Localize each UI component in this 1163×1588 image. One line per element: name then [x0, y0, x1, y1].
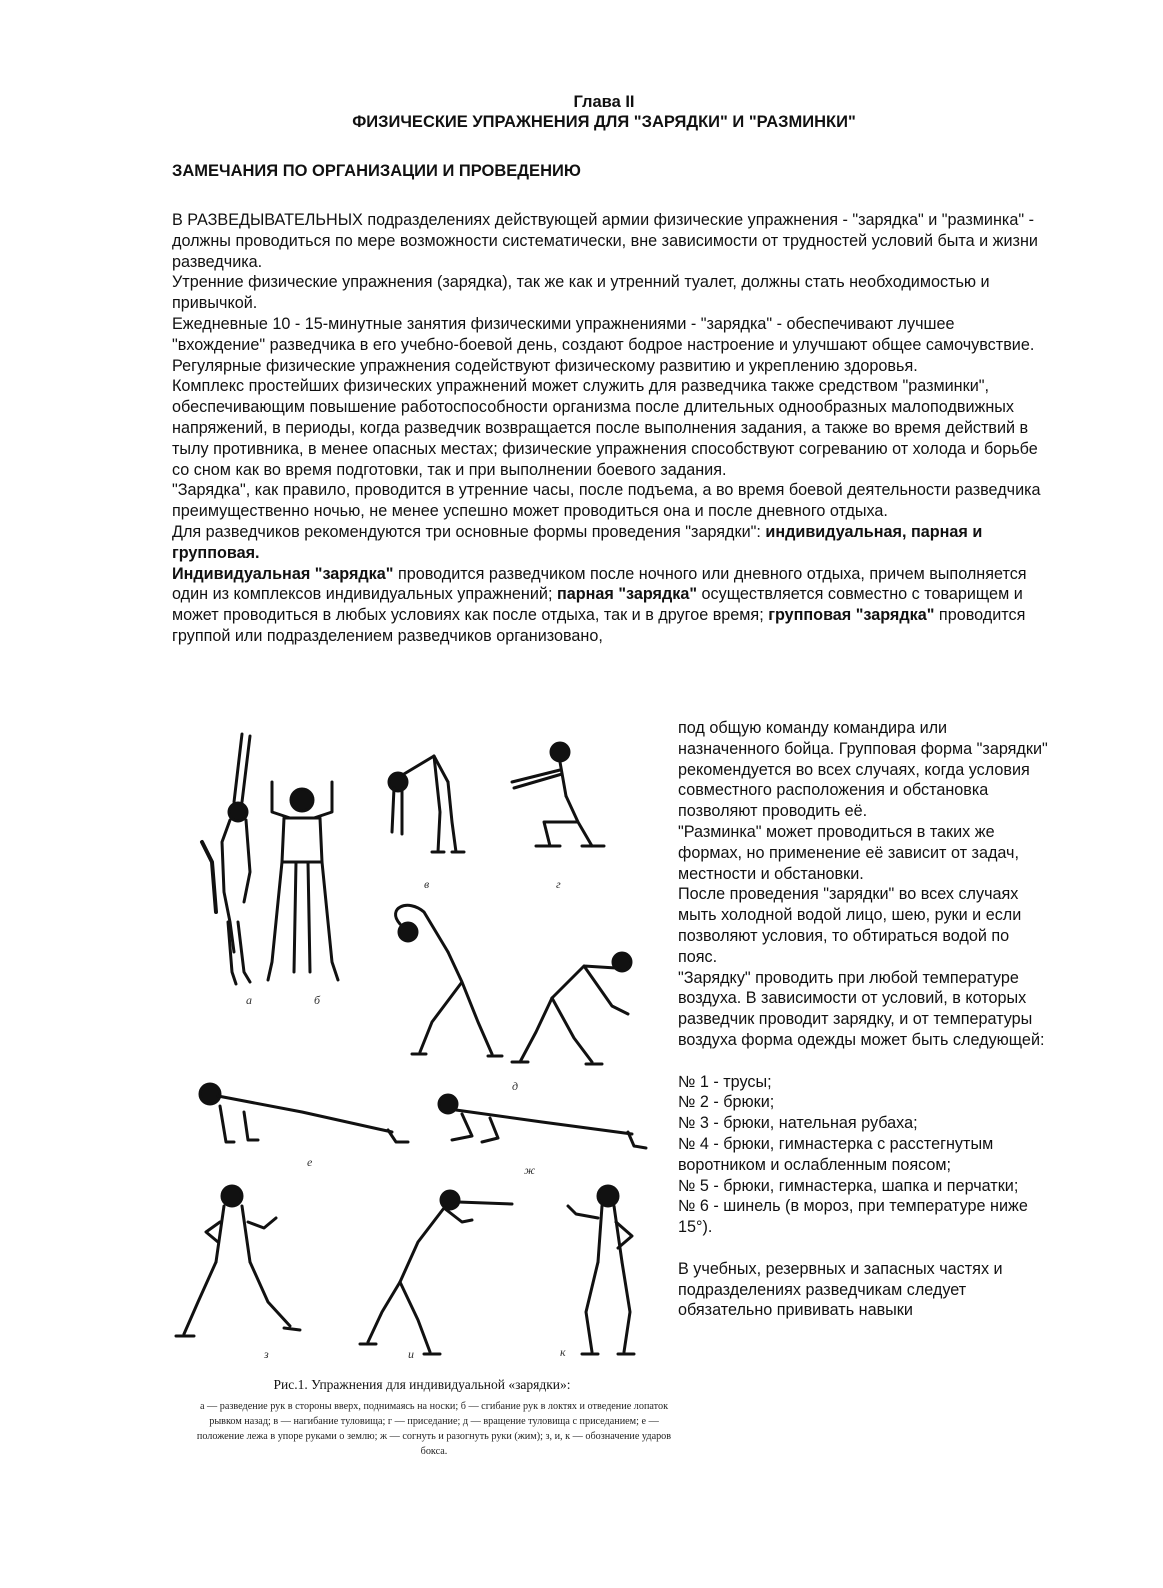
paragraph: под общую команду командира или назначенного бойца. Групповая форма "зарядки" рекомендуется во всех случаях, когда условия совместного расположения и обстановка позволяют проводить её.: [678, 719, 1048, 821]
term-group: групповая "зарядка": [768, 606, 935, 625]
text-group: проводится группой или подразделением разведчиков организовано,: [172, 606, 1026, 645]
label-d: д: [512, 1079, 519, 1093]
forms-lead: Для разведчиков рекомендуются три основные формы проведения "зарядки":: [172, 522, 766, 541]
paragraph: "Зарядка", как правило, проводится в утренние часы, после подъема, а во время боевой деятельности разведчика преимущественно ночью, не менее успешно может проводиться она и после дневного отдыха.: [172, 481, 1041, 521]
figure-caption-text: а — разведение рук в стороны вверх, поднимаясь на носки; б — сгибание рук в локтях и отведение лопаток рывком назад; в — нагибание туловища; г — приседание; д — вращение туловища с приседанием; е — положение лежа в упоре руками о землю; ж — согнуть и разогнуть руки (жим); з, и, к — обозначение ударов бокса.: [196, 1401, 672, 1457]
main-text: [172, 210, 1042, 647]
figure-caption-title: Рис.1. Упражнения для индивидуальной «зарядки»:: [273, 1377, 571, 1392]
paragraph: Комплекс простейших физических упражнений может служить для разведчика также средством "разминки", обеспечивающим повышение работоспособности организма после длительных однообразных малоподвижных напряжений, в периоды, когда разведчик возвращается после выполнения задания, а также во время действий в тылу противника, в менее опасных местах; физические упражнения способствуют согреванию от холода и борьбе со сном как во время подготовки, так и при выполнении боевого задания.: [172, 377, 1038, 479]
clothing-item: № 2 - брюки;: [678, 1093, 775, 1112]
right-column: [678, 718, 1048, 1321]
chapter-title: ФИЗИЧЕСКИЕ УПРАЖНЕНИЯ ДЛЯ "ЗАРЯДКИ" И "РАЗМИНКИ": [352, 113, 856, 131]
clothing-item: № 6 - шинель (в мороз, при температуре ниже 15°).: [678, 1197, 1028, 1237]
figure-e: [200, 1084, 408, 1142]
chapter-heading: [0, 92, 1163, 132]
term-individual: Индивидуальная "зарядка": [172, 564, 394, 583]
label-e: е: [307, 1155, 313, 1169]
figure-i: [360, 1191, 512, 1354]
clothing-item: № 4 - брюки, гимнастерка с расстегнутым воротником и ослабленным поясом;: [678, 1134, 994, 1174]
paragraph: "Разминка" может проводиться в таких же формах, но применение её зависит от задач, местности и обстановки.: [678, 822, 1019, 883]
paragraph: Утренние физические упражнения (зарядка), так же как и утренний туалет, должны стать необходимостью и привычкой.: [172, 273, 990, 313]
paragraph: "Зарядку" проводить при любой температуре воздуха. В зависимости от условий, в которых разведчик проводит зарядку, и от температуры воздуха форма одежды может быть следующей:: [678, 968, 1045, 1049]
label-g: г: [556, 877, 561, 891]
paragraph: Регулярные физические упражнения содействуют физическому развитию и укреплению здоровья.: [172, 356, 918, 375]
clothing-item: № 5 - брюки, гимнастерка, шапка и перчатки;: [678, 1176, 1019, 1195]
figure-z: [176, 1186, 300, 1336]
spacer: [678, 1051, 1048, 1072]
chapter-number: Глава II: [573, 93, 635, 111]
forms-list: индивидуальная, парная и групповая.: [172, 522, 983, 562]
figure-b: [268, 782, 338, 980]
spacer: [678, 1238, 1048, 1259]
paragraph: После проведения "зарядки" во всех случаях мыть холодной водой лицо, шею, руки и если позволяют условия, то обтираться водой по пояс.: [678, 885, 1022, 966]
exercise-illustration: [172, 722, 668, 1377]
paragraph-forms-detail: [172, 564, 1042, 647]
label-k: к: [560, 1345, 566, 1359]
label-b: б: [314, 993, 321, 1007]
label-z: з: [264, 1347, 269, 1361]
clothing-item: № 3 - брюки, нательная рубаха;: [678, 1114, 918, 1133]
section-title: ЗАМЕЧАНИЯ ПО ОРГАНИЗАЦИИ И ПРОВЕДЕНИЮ: [172, 162, 581, 180]
paragraph: В учебных, резервных и запасных частях и подразделениях разведчикам следует обязательно прививать навыки: [678, 1259, 1003, 1320]
paragraph-forms: [172, 522, 1042, 564]
figure-v: [389, 756, 464, 852]
paragraph: Ежедневные 10 - 15-минутные занятия физическими упражнениями - "зарядка" - обеспечивают лучшее "вхождение" разведчика в его учебно-боевой день, создают бодрое настроение и улучшают общее самочувствие.: [172, 314, 1035, 354]
figure-zh: [439, 1095, 646, 1148]
clothing-item: № 1 - трусы;: [678, 1072, 772, 1091]
paragraph: В РАЗВЕДЫВАТЕЛЬНЫХ подразделениях действующей армии физические упражнения - "зарядка" и "разминка" - должны проводиться по мере возможности систематически, вне зависимости от трудностей условий быта и жизни разведчика.: [172, 211, 1038, 271]
figure-a: [202, 734, 250, 984]
label-a: а: [246, 993, 252, 1007]
text-individual: проводится разведчиком после ночного или дневного отдыха, причем выполняется один из комплексов индивидуальных упражнений;: [172, 564, 1027, 604]
term-pair: парная "зарядка": [556, 585, 698, 604]
text-pair: осуществляется совместно с товарищем и может проводиться в любых условиях как после отдыха, так и в другое время;: [172, 585, 1023, 625]
figure-k: [568, 1186, 634, 1354]
figure-d: [396, 905, 631, 1064]
label-zh: ж: [524, 1163, 536, 1177]
label-i: и: [408, 1347, 414, 1361]
figure-g: [512, 743, 604, 846]
label-v: в: [424, 877, 430, 891]
